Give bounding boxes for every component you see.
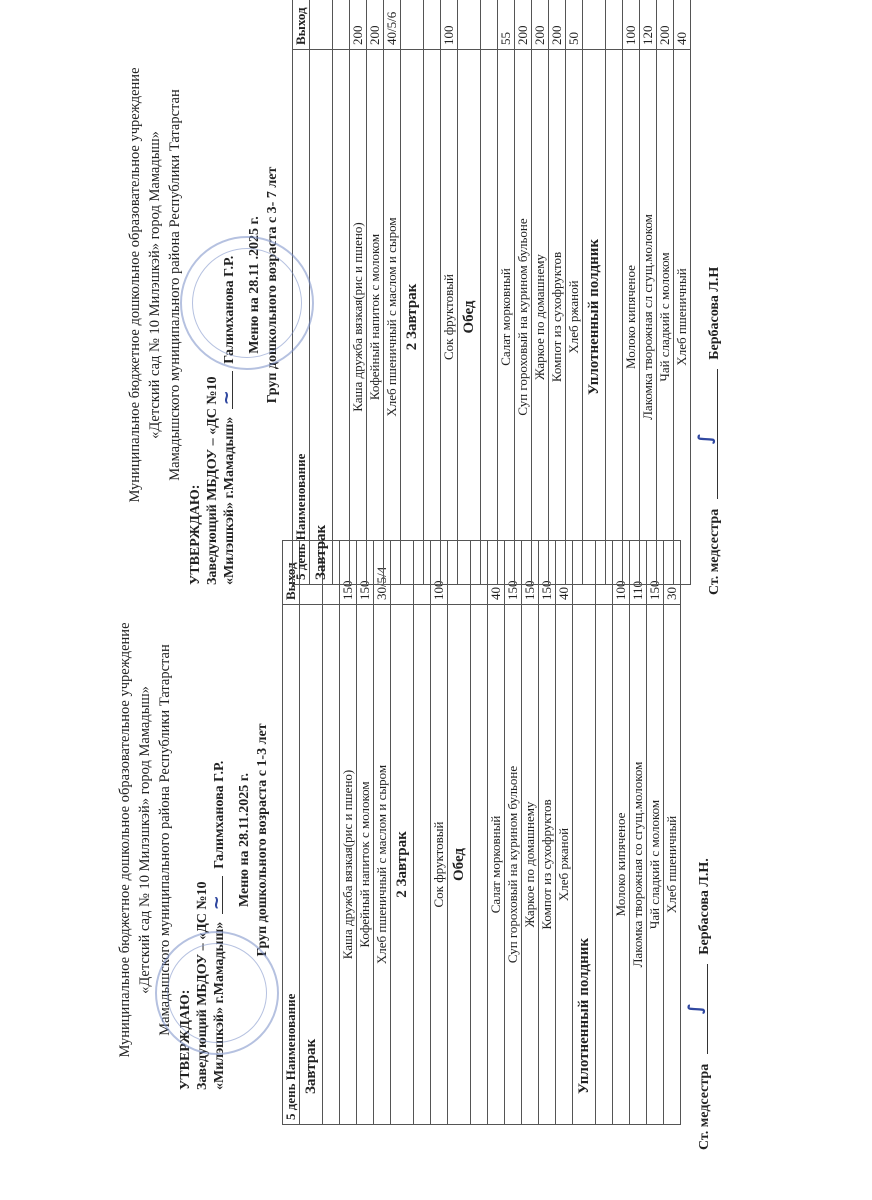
dish-output: 200 bbox=[515, 0, 532, 50]
approve-org: «Милэшкэй» г.Мамадыш» bbox=[212, 921, 227, 1090]
table-row bbox=[488, 541, 505, 1125]
org-line-1: Муниципальное бюджетное дошкольное образовательное учреждение bbox=[127, 67, 143, 503]
official-seal bbox=[180, 236, 314, 370]
section-lunch: Обед bbox=[458, 50, 481, 585]
dish-output: 150 bbox=[340, 541, 357, 605]
dish-name: Каша дружба вязкая(рис и пшено) bbox=[340, 605, 357, 1125]
table-row bbox=[549, 0, 566, 585]
section-breakfast-2: 2 Завтрак bbox=[391, 605, 414, 1125]
dish-name: Салат морковный bbox=[498, 50, 515, 585]
signature-line bbox=[206, 876, 227, 914]
section-row bbox=[458, 0, 481, 585]
dish-output: 200 bbox=[532, 0, 549, 50]
menu-date: Меню на 28.11.2025 г. bbox=[237, 772, 252, 908]
menu-date: Меню на 28.11 .2025 г. bbox=[247, 216, 262, 354]
dish-output: 100 bbox=[613, 541, 630, 605]
table-row bbox=[505, 541, 522, 1125]
dish-name: Молоко кипяченое bbox=[623, 50, 640, 585]
section-row bbox=[448, 541, 471, 1125]
table-row bbox=[674, 0, 691, 585]
dish-name: Каша дружба вязкая(рис и пшено) bbox=[350, 50, 367, 585]
table-row bbox=[515, 0, 532, 585]
table-row bbox=[431, 541, 448, 1125]
nurse-signature bbox=[695, 0, 723, 595]
dish-name: Суп гороховый на курином бульоне bbox=[505, 605, 522, 1125]
dish-output: 120 bbox=[640, 0, 657, 50]
menu-group: Груп дошкольного возраста с 3- 7 лет bbox=[265, 166, 280, 404]
dish-output: 150 bbox=[522, 541, 539, 605]
dish-output: 40 bbox=[674, 0, 691, 50]
dish-name: Компот из сухофруктов bbox=[539, 605, 556, 1125]
menu-panel-3-7 bbox=[125, 0, 723, 595]
section-row bbox=[401, 0, 424, 585]
dish-output: 30 bbox=[664, 541, 681, 605]
menu-title bbox=[236, 530, 272, 1150]
table-row bbox=[556, 541, 573, 1125]
table-row bbox=[374, 541, 391, 1125]
dish-output: 200 bbox=[549, 0, 566, 50]
dish-name: Кофейный напиток с молоком bbox=[357, 605, 374, 1125]
dish-name: Лакомка творожная со сгущ.молоком bbox=[630, 605, 647, 1125]
signature-mark: ~ bbox=[206, 895, 227, 911]
signature-line bbox=[216, 371, 237, 409]
dish-name: Сок фруктовый bbox=[441, 50, 458, 585]
dish-name: Кофейный напиток с молоком bbox=[367, 50, 384, 585]
approve-name: Галимханова Г.Р. bbox=[212, 760, 227, 869]
dish-output: 40/5/6 bbox=[384, 0, 401, 50]
table-row bbox=[367, 0, 384, 585]
sign-label: Ст. медсестра bbox=[707, 508, 722, 595]
section-row bbox=[300, 541, 323, 1125]
table-row bbox=[532, 0, 549, 585]
nurse-signature bbox=[685, 530, 713, 1150]
dish-name: Жаркое по домашнему bbox=[522, 605, 539, 1125]
dish-output: 100 bbox=[441, 0, 458, 50]
table-row bbox=[647, 541, 664, 1125]
section-breakfast-2: 2 Завтрак bbox=[401, 50, 424, 585]
section-row bbox=[583, 0, 606, 585]
section-snack: Уплотненный полдник bbox=[573, 605, 596, 1125]
approve-title: УТВЕРЖДАЮ: bbox=[178, 989, 193, 1090]
dish-output: 110 bbox=[630, 541, 647, 605]
dish-name: Хлеб пшеничный bbox=[664, 605, 681, 1125]
col-name-header: 5 день Наименование bbox=[283, 605, 300, 1125]
dish-name: Жаркое по домашнему bbox=[532, 50, 549, 585]
table-row bbox=[384, 0, 401, 585]
menu-panel-1-3 bbox=[115, 530, 713, 1150]
dish-name: Хлеб ржаной bbox=[566, 50, 583, 585]
section-lunch: Обед bbox=[448, 605, 471, 1125]
dish-name: Сок фруктовый bbox=[431, 605, 448, 1125]
signature-line bbox=[695, 369, 718, 499]
table-row bbox=[340, 541, 357, 1125]
table-row bbox=[640, 0, 657, 585]
dish-name: Хлеб пшеничный с маслом и сыром bbox=[374, 605, 391, 1125]
dish-name: Хлеб ржаной bbox=[556, 605, 573, 1125]
org-line-3: Мамадышского муниципального района Республики Татарстан bbox=[157, 644, 173, 1036]
col-out-header: Выход bbox=[283, 541, 300, 605]
dish-output: 200 bbox=[657, 0, 674, 50]
col-out-header: Выход bbox=[293, 0, 310, 50]
dish-output: 40 bbox=[488, 541, 505, 605]
approve-position: Заведующий МБДОУ – «ДС №10 bbox=[205, 376, 220, 585]
dish-name: Компот из сухофруктов bbox=[549, 50, 566, 585]
table-header-row bbox=[283, 541, 300, 1125]
approve-position: Заведующий МБДОУ – «ДС №10 bbox=[195, 881, 210, 1090]
sign-name: Бербасова Л.Н bbox=[707, 266, 722, 360]
dish-output: 150 bbox=[647, 541, 664, 605]
dish-name: Салат морковный bbox=[488, 605, 505, 1125]
table-row bbox=[613, 541, 630, 1125]
dish-name: Молоко кипяченое bbox=[613, 605, 630, 1125]
col-name-header: 5 день Наименование bbox=[293, 50, 310, 585]
section-row bbox=[391, 541, 414, 1125]
dish-output: 150 bbox=[505, 541, 522, 605]
table-row bbox=[539, 541, 556, 1125]
dish-output: 40 bbox=[556, 541, 573, 605]
org-line-1: Муниципальное бюджетное дошкольное образовательное учреждение bbox=[117, 622, 133, 1058]
menu-table bbox=[292, 0, 691, 585]
dish-output: 150 bbox=[539, 541, 556, 605]
table-row bbox=[664, 541, 681, 1125]
dish-output: 50 bbox=[566, 0, 583, 50]
dish-name: Лакомка творожная сл сгущ.молоком bbox=[640, 50, 657, 585]
dish-output: 55 bbox=[498, 0, 515, 50]
signature-line bbox=[685, 964, 708, 1054]
org-header bbox=[125, 0, 185, 595]
dish-output: 150 bbox=[357, 541, 374, 605]
menu-group: Груп дошкольного возраста с 1-3 лет bbox=[255, 723, 270, 957]
table-row bbox=[566, 0, 583, 585]
dish-name: Хлеб пшеничный с маслом и сыром bbox=[384, 50, 401, 585]
approve-org: «Милэшкэй» г.Мамадыш» bbox=[222, 416, 237, 585]
signature-mark: ∫ bbox=[685, 1003, 706, 1015]
dish-name: Хлеб пшеничный bbox=[674, 50, 691, 585]
section-breakfast: Завтрак bbox=[310, 50, 333, 585]
menu-table bbox=[282, 540, 681, 1125]
sign-label: Ст. медсестра bbox=[697, 1063, 712, 1150]
signature-mark: ∫ bbox=[695, 433, 716, 445]
table-row bbox=[350, 0, 367, 585]
dish-output: 100 bbox=[623, 0, 640, 50]
approve-name: Галимханова Г.Р. bbox=[222, 255, 237, 364]
dish-output: 200 bbox=[350, 0, 367, 50]
dish-name: Суп гороховый на курином бульоне bbox=[515, 50, 532, 585]
section-row bbox=[573, 541, 596, 1125]
table-row bbox=[657, 0, 674, 585]
section-breakfast: Завтрак bbox=[300, 605, 323, 1125]
dish-output: 100 bbox=[431, 541, 448, 605]
table-row bbox=[357, 541, 374, 1125]
official-seal bbox=[155, 931, 279, 1055]
table-row bbox=[630, 541, 647, 1125]
org-header bbox=[115, 530, 175, 1150]
org-line-2: «Детский сад № 10 Милэшкэй» город Мамадыш» bbox=[137, 686, 153, 994]
table-row bbox=[441, 0, 458, 585]
section-snack: Уплотненный полдник bbox=[583, 50, 606, 585]
dish-output: 200 bbox=[367, 0, 384, 50]
signature-mark: ~ bbox=[216, 390, 237, 406]
sign-name: Бербасова Л.Н. bbox=[697, 858, 712, 955]
org-line-3: Мамадышского муниципального района Республики Татарстан bbox=[167, 89, 183, 481]
table-row bbox=[623, 0, 640, 585]
table-row bbox=[522, 541, 539, 1125]
table-row bbox=[498, 0, 515, 585]
approve-title: УТВЕРЖДАЮ: bbox=[188, 484, 203, 585]
dish-name: Чай сладкий с молоком bbox=[657, 50, 674, 585]
dish-output: 30/5/4 bbox=[374, 541, 391, 605]
org-line-2: «Детский сад № 10 Милэшкэй» город Мамадыш» bbox=[147, 131, 163, 439]
dish-name: Чай сладкий с молоком bbox=[647, 605, 664, 1125]
